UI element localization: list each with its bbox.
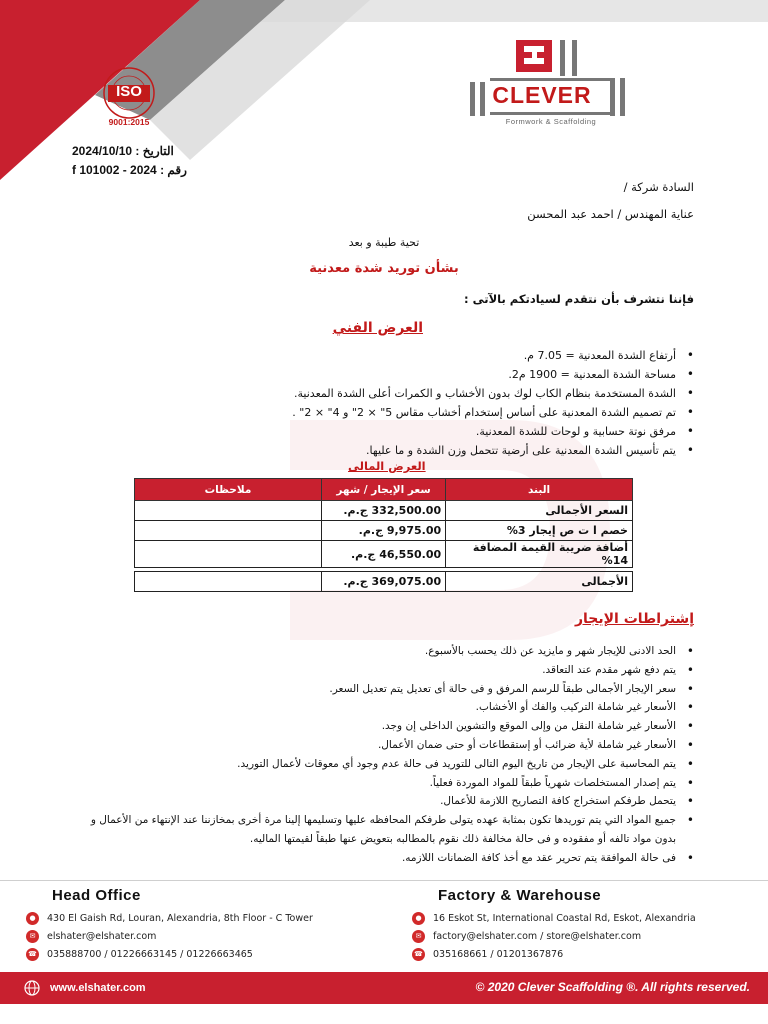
row-notes [135,501,322,521]
condition-item: • يتم دفع شهر مقدم عند التعاقد. [72,661,694,680]
financial-offer-title: العرض المالى [348,459,426,473]
tech-item: • مساحة الشدة المعدنية = 1900 م2. [292,365,694,384]
factory-phone [412,947,563,961]
rental-conditions-title: إشتراطات الإيجار [574,611,694,627]
col-item-header: البند [446,479,633,501]
intro-line: فإننا نتشرف بأن نتقدم لسيادتكم بالآتى : [464,292,694,306]
row-item: أضافة ضريبة القيمة المضافة 14% [446,541,633,568]
total-notes [135,572,322,592]
factory-title: Factory & Warehouse [438,887,602,904]
logo-word: CLEVER [492,82,592,108]
head-office-email-text[interactable]: elshater@elshater.com [47,930,157,942]
iso-text: ISO [116,83,142,100]
phone-icon: ☎ [412,948,425,961]
condition-item: • الأسعار غير شاملة لأية ضرائب أو إستقطاعات أو حتى ضمان الأعمال. [72,736,694,755]
header-red-corner [0,0,380,180]
head-office-address [26,911,313,925]
condition-item: • يتم المحاسبة على الإيجار من تاريخ اليوم التالى للتوريد فى حالة عدم وجود أي معوقات لأعمال التوريد. [72,755,694,774]
row-price: 46,550.00 ج.م. [321,541,445,568]
table-total-row [135,572,633,592]
head-office-phone [26,947,253,961]
condition-item: • يتحمل طرفكم استخراج كافة التصاريح اللازمة للأعمال. [72,792,694,811]
condition-item: • فى حالة الموافقة يتم تحرير عقد مع أخذ كافة الضمانات اللازمه. [72,849,694,868]
condition-item: • يتم إصدار المستخلصات شهرياً طبقاً للمواد الموردة فعلياً. [72,774,694,793]
email-icon: ✉ [26,930,39,943]
factory-email[interactable] [412,929,641,943]
tech-offer-title: العرض الفني [332,320,423,336]
price-table [134,478,633,592]
phone-icon: ☎ [26,948,39,961]
factory-phone-text: 035168661 / 01201367876 [433,948,564,960]
head-office-email[interactable] [26,929,156,943]
website-link[interactable] [24,980,146,996]
tech-item: • تم تصميم الشدة المعدنية على أساس إستخدام أخشاب مقاس 5" × 2" و 4" × 2" . [292,403,694,422]
condition-item: • جميع المواد التي يتم توريدها تكون بمثابة عهده يتولى طرفكم المحافظه عليها وتسليمها إلينا مرة أخرى بمخازننا عند الإنتهاء من الأعمال و بدون مواد تالفه أو مفقوده و فى حالة مخالفة ذلك نقوم بالمطالبه بتعويض عنها طبقاً لقيمتها الماليه. [72,811,694,849]
head-office-address-text: 430 El Gaish Rd, Louran, Alexandria, 8th Floor - C Tower [47,912,313,924]
subject-title: بشأن توريد شدة معدنية [309,261,459,276]
website-text[interactable]: www.elshater.com [50,982,146,994]
row-item: السعر الأجمالى [446,501,633,521]
factory-email-text[interactable]: factory@elshater.com / store@elshater.com [433,930,642,942]
table-row [135,521,633,541]
tech-item: • مرفق نوتة حسابية و لوحات للشدة المعدنية. [292,422,694,441]
ref-line: رقم : f 101002 - 2024 [72,163,187,177]
tech-item: • يتم تأسيس الشدة المعدنية على أرضية تتحمل وزن الشدة و ما عليها. [292,441,694,460]
row-item: خصم ا ت ص إيجار 3% [446,521,633,541]
tech-item: • الشدة المستخدمة بنظام الكاب لوك بدون الأخشاب و الكمرات أعلى الشدة المعدنية. [292,384,694,403]
tech-offer-list [292,346,694,460]
condition-item: • سعر الإيجار الأجمالى طبقاً للرسم المرفق و فى حالة أى تعديل يتم تعديل السعر. [72,680,694,699]
head-office-title: Head Office [52,887,141,904]
row-price: 332,500.00 ج.م. [321,501,445,521]
date-line: التاريخ : 2024/10/10 [72,144,174,158]
globe-icon [24,980,40,996]
total-item: الأجمالى [446,572,633,592]
rental-conditions-list [72,642,694,868]
email-icon: ✉ [412,930,425,943]
condition-item: • الأسعار غير شاملة النقل من وإلى الموقع والتشوين الداخلى إن وجد. [72,717,694,736]
condition-item: • الأسعار غير شاملة التركيب والفك أو الأخشاب. [72,698,694,717]
row-notes [135,541,322,568]
iso-caption: 9001:2015 [108,117,150,127]
row-notes [135,521,322,541]
factory-address-text: 16 Eskot St, International Coastal Rd, Eskot, Alexandria [433,912,696,924]
head-office-phone-text: 035888700 / 01226663145 / 01226663465 [47,948,253,960]
col-notes-header: ملاحظات [135,479,322,501]
col-price-header: سعر الإيجار / شهر [321,479,445,501]
greeting: تحية طيبة و بعد [348,236,420,249]
footer-divider [0,880,768,881]
logo-tagline: Formwork & Scaffolding [505,117,597,126]
factory-address [412,911,696,925]
location-pin-icon: ● [412,912,425,925]
clever-logo [462,32,632,127]
recipient-company: السادة شركة / [623,180,694,194]
recipient-attention: عناية المهندس / احمد عبد المحسن [527,207,694,221]
total-price: 369,075.00 ج.م. [321,572,445,592]
tech-item: • أرتفاع الشدة المعدنية = 7.05 م. [292,346,694,365]
copyright: © 2020 Clever Scaffolding ®. All rights reserved. [475,980,750,994]
condition-item: • الحد الادنى للإيجار شهر و مايزيد عن ذلك يحسب بالأسبوع. [72,642,694,661]
location-pin-icon: ● [26,912,39,925]
table-row [135,501,633,521]
row-price: 9,975.00 ج.م. [321,521,445,541]
table-row [135,541,633,568]
